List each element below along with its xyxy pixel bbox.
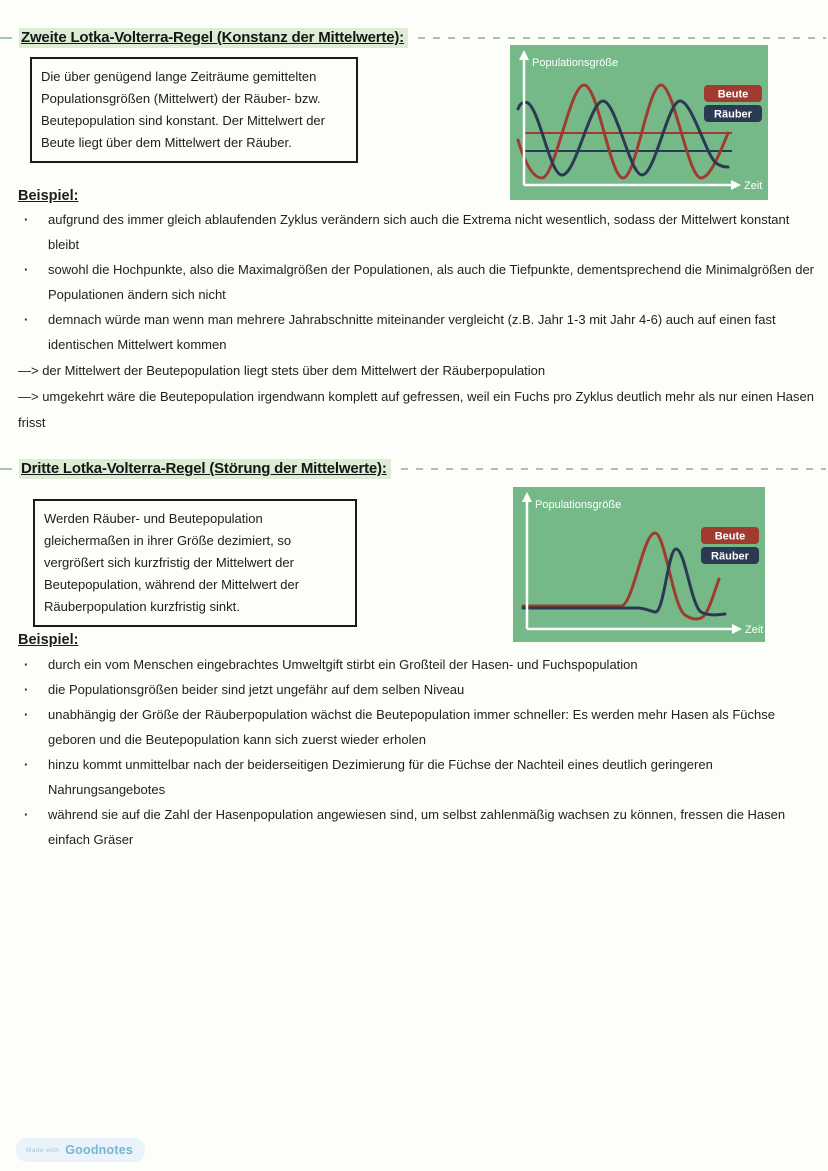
legend-beute-label: Beute	[717, 88, 749, 101]
beispiel-list-zweite-regel	[18, 207, 816, 357]
list-item: · durch ein vom Menschen eingebrachtes Umweltgift stirbt ein Großteil der Hasen- und Fuchspopulation	[18, 652, 816, 677]
population-chart-stoerung	[513, 487, 765, 642]
population-chart-stoerung-svg	[513, 487, 765, 642]
x-axis-label: Zeit	[745, 624, 764, 636]
legend-raeuber-label: Räuber	[711, 550, 749, 563]
goodnotes-logo: Goodnotes	[65, 1143, 134, 1157]
rule-summary-text: Die über genügend lange Zeiträume gemittelten Populationsgrößen (Mittelwert) der Räuber- bzw. Beutepopulation sind konstant. Der Mittelwert der Beute liegt über dem Mittelwert der Räuber.	[41, 69, 325, 150]
made-with-label: Made with	[26, 1146, 60, 1154]
list-item: · aufgrund des immer gleich ablaufenden Zyklus verändern sich auch die Extrema nicht wesentlich, sodass der Mittelwert konstant bleibt	[18, 207, 816, 257]
y-axis-label: Populationsgröße	[535, 499, 622, 511]
rule-summary-box-zweite-regel	[30, 57, 358, 163]
dashed-divider	[401, 468, 826, 470]
population-chart-konstanz	[510, 45, 768, 200]
x-axis-label: Zeit	[744, 180, 763, 192]
list-item: · hinzu kommt unmittelbar nach der beiderseitigen Dezimierung für die Füchse der Nachteil eines deutlich geringeren Nahrungsangebotes	[18, 752, 816, 802]
rule-summary-box-dritte-regel	[33, 499, 357, 627]
heading-left-dash	[0, 468, 12, 470]
list-item: · demnach würde man wenn man mehrere Jahrabschnitte miteinander vergleicht (z.B. Jahr 1-3 mit Jahr 4-6) auch auf einen fast identischen Mittelwert kommen	[18, 307, 816, 357]
dashed-divider	[418, 37, 826, 39]
conclusion-notes	[18, 358, 818, 436]
rule-summary-text: Werden Räuber- und Beutepopulation gleichermaßen in ihrer Größe dezimiert, so vergrößert sich kurzfristig der Mittelwert der Beutepopulation, während der Mittelwert der Räuberpopulation kurzfristig sinkt.	[44, 511, 300, 614]
list-item: · während sie auf die Zahl der Hasenpopulation angewiesen sind, um selbst zahlenmäßig wachsen zu können, fressen die Hasen einfach Gräser	[18, 802, 816, 852]
list-item: · sowohl die Hochpunkte, also die Maximalgrößen der Populationen, als auch die Tiefpunkte, dementsprechend die Minimalgrößen der Populationen ändern sich nicht	[18, 257, 816, 307]
conclusion-note: —> umgekehrt wäre die Beutepopulation irgendwann komplett auf gefressen, weil ein Fuchs pro Zyklus deutlich mehr als nur einen Hasen frisst	[18, 389, 814, 430]
conclusion-note: —> der Mittelwert der Beutepopulation liegt stets über dem Mittelwert der Räuberpopulation	[18, 363, 546, 378]
y-axis-label: Populationsgröße	[532, 57, 619, 69]
list-item: · die Populationsgrößen beider sind jetzt ungefähr auf dem selben Niveau	[18, 677, 816, 702]
section-title-zweite-regel: Zweite Lotka-Volterra-Regel (Konstanz der Mittelwerte):	[19, 28, 408, 48]
legend-raeuber-label: Räuber	[714, 108, 752, 121]
population-chart-konstanz-svg	[510, 45, 768, 200]
goodnotes-badge[interactable]	[16, 1138, 145, 1162]
beispiel-label: Beispiel:	[18, 188, 79, 204]
beispiel-list-dritte-regel	[18, 652, 816, 852]
list-item: · unabhängig der Größe der Räuberpopulation wächst die Beutepopulation immer schneller: Es werden mehr Hasen als Füchse geboren und die Beutepopulation kann sich zuerst wieder erholen	[18, 702, 816, 752]
section-title-dritte-regel: Dritte Lotka-Volterra-Regel (Störung der Mittelwerte):	[19, 459, 391, 479]
section-heading-row-dritte-regel	[0, 457, 826, 481]
heading-left-dash	[0, 37, 12, 39]
legend-beute-label: Beute	[714, 530, 746, 543]
beispiel-label: Beispiel:	[18, 632, 79, 648]
